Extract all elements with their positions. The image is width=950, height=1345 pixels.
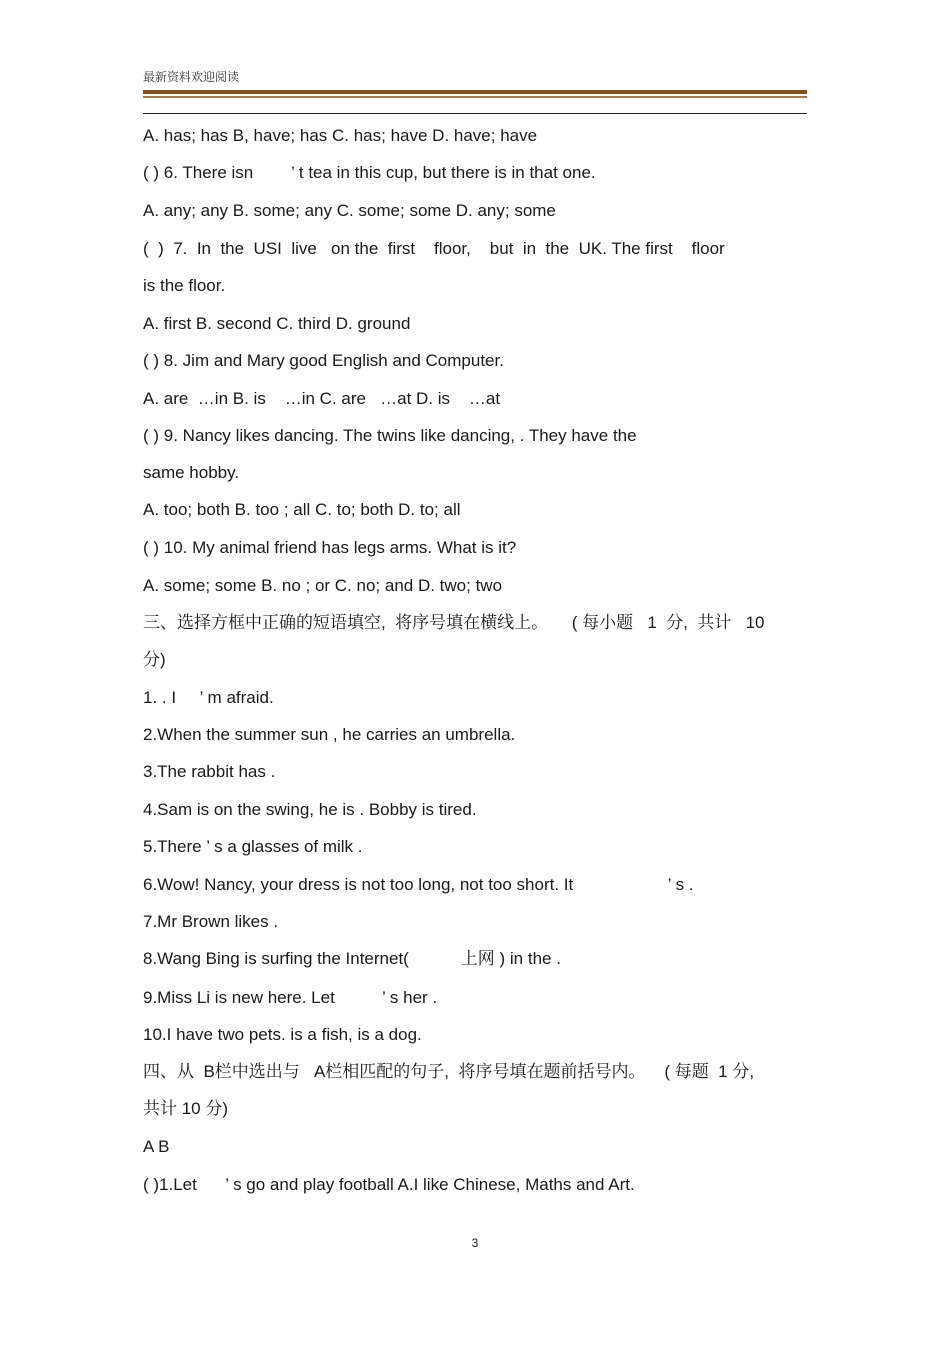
text-line: ( ) 8. Jim and Mary good English and Computer. [143, 351, 504, 370]
text-line: ( ) 6. There isn ’ t tea in this cup, but there is in that one. [143, 163, 596, 182]
text-line: 2.When the summer sun , he carries an umbrella. [143, 725, 516, 744]
text-line: 9.Miss Li is new here. Let ’ s her . [143, 988, 438, 1007]
text-line: 6.Wow! Nancy, your dress is not too long, not too short. It ’ s . [143, 875, 694, 894]
header-rule-thin [143, 113, 807, 114]
text-line: A. first B. second C. third D. ground [143, 314, 411, 333]
text-line: is the floor. [143, 276, 226, 295]
text-line: 5.There ’ s a glasses of milk . [143, 837, 363, 856]
header-rule-thick [143, 90, 807, 94]
text-line: A. any; any B. some; any C. some; some D. any; some [143, 201, 556, 220]
text-line: 3.The rabbit has . [143, 762, 276, 781]
text-line: 共计 10 分) [143, 1099, 229, 1118]
text-line: ( ) 9. Nancy likes dancing. The twins like dancing, . They have the [143, 426, 637, 445]
text-line: 1. . I ’ m afraid. [143, 688, 274, 707]
page-header-text: 最新资料欢迎阅读 [143, 70, 240, 84]
section-heading: 三、选择方框中正确的短语填空, 将序号填在横线上。 ( 每小题 1 分, 共计 10 [143, 613, 765, 632]
text-line: 10.I have two pets. is a fish, is a dog. [143, 1025, 422, 1044]
text-line: ( ) 10. My animal friend has legs arms. What is it? [143, 538, 517, 557]
text-line: 分) [143, 650, 166, 669]
page-number: 3 [471, 1236, 479, 1250]
header-rule-mid [143, 96, 807, 98]
text-line: 7.Mr Brown likes . [143, 912, 279, 931]
text-line: A. some; some B. no ; or C. no; and D. two; two [143, 576, 503, 595]
text-line: A. are …in B. is …in C. are …at D. is …at [143, 389, 501, 408]
text-line: A. has; has B, have; has C. has; have D. have; have [143, 126, 538, 145]
text-line: 4.Sam is on the swing, he is . Bobby is tired. [143, 800, 477, 819]
text-line: ( )1.Let ’ s go and play football A.I like Chinese, Maths and Art. [143, 1175, 635, 1194]
text-line: ( ) 7. In the USI live on the first floor, but in the UK. The first floor [143, 239, 725, 258]
text-line: A B [143, 1137, 170, 1156]
text-line: same hobby. [143, 463, 240, 482]
text-line: A. too; both B. too ; all C. to; both D. to; all [143, 500, 461, 519]
section-heading: 四、从 B栏中选出与 A栏相匹配的句子, 将序号填在题前括号内。 ( 每题 1 分, [143, 1062, 755, 1081]
text-line: 8.Wang Bing is surfing the Internet( 上网 ) in the . [143, 949, 561, 968]
